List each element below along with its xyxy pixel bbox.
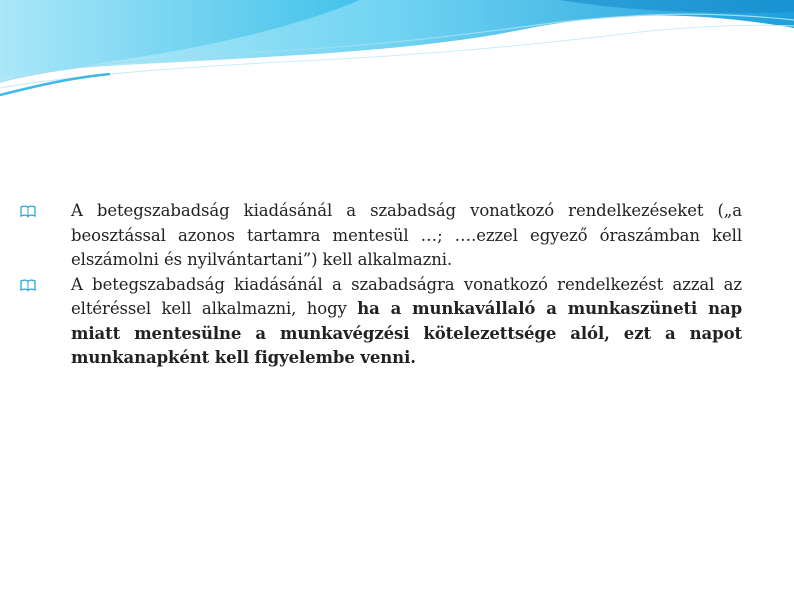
header-wave-decoration bbox=[0, 0, 794, 110]
bullet-item-2 bbox=[20, 273, 742, 371]
book-bullet-icon bbox=[20, 278, 36, 292]
book-bullet-icon bbox=[20, 204, 36, 218]
bullet-list bbox=[20, 199, 742, 371]
bullet-2-text-bold: ha a munkavállaló a munkaszüneti nap miatt mentesülne a munkavégzési kötelezettsége alól, ezt a napot munkanapként kell figyelembe venni. bbox=[71, 299, 743, 367]
bullet-2-text-plain: A betegszabadság kiadásánál a szabadságra vonatkozó rendelkezést azzal az eltéréssel kell alkalmazni, hogy bbox=[71, 274, 742, 318]
bullet-1-text: A betegszabadság kiadásánál a szabadság vonatkozó rendelkezéseket („a beosztással azonos tartamra mentesül …; ….ezzel egyező óraszámban kell elszámolni és nyilvántartani”) kell alkalmazni. bbox=[71, 201, 742, 269]
bullet-item-1 bbox=[20, 199, 742, 273]
